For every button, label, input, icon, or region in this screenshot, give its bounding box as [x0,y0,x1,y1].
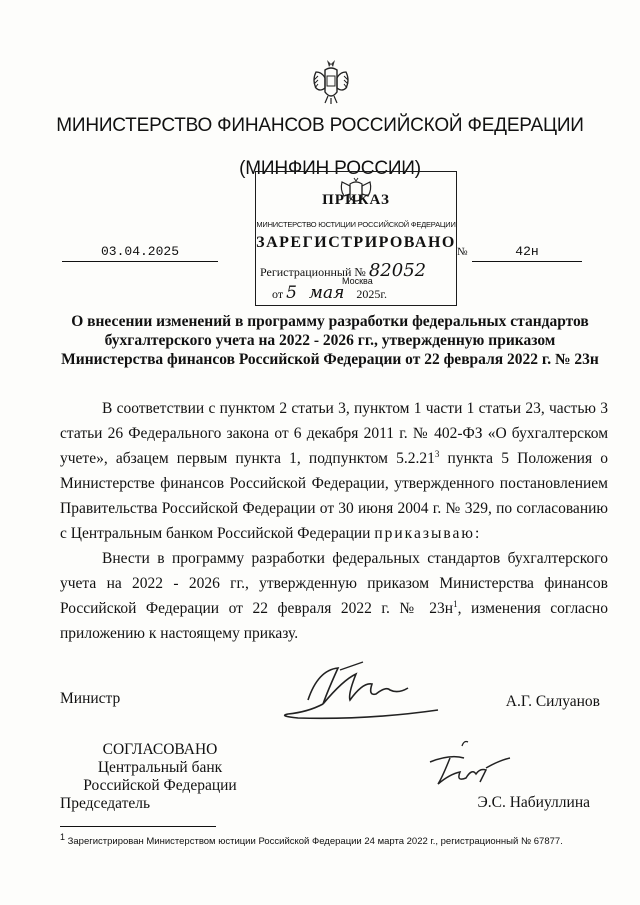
chair-signature [420,738,520,798]
registration-stamp [255,171,457,306]
paragraph-basis-text-a: В соответствии с пунктом 2 статьи 3, пунктом 1 части 1 статьи 23, частью 3 статьи 26 Федерального закона от 6 декабря 2011 г. № 402-ФЗ «О бухгалтерском учете», абзацем первым пункта 1, подпунктом 5.2.21 [60,400,608,467]
stamp-prikaz-label: ПРИКАЗ [322,192,390,208]
stamp-date-year: 2025г. [356,287,387,301]
agreed-label: СОГЛАСОВАНО [102,741,218,758]
stamp-city: Москва [342,276,373,286]
bank-name-line1: Центральный банк [97,759,223,776]
coat-of-arms-emblem [310,58,352,106]
stamp-reg-prefix: Регистрационный № [260,265,366,279]
order-number-sign: № [457,246,468,258]
agreement-block [60,741,260,813]
paragraph-directive [60,546,608,646]
stamp-date-day: 5 [286,283,297,303]
footnote [60,831,620,847]
order-date [62,244,218,259]
stamp-organization: МИНИСТЕРСТВО ЮСТИЦИИ РОССИЙСКОЙ ФЕДЕРАЦИИ [256,220,456,229]
minister-name: А.Г. Силуанов [505,693,600,710]
stamp-reg-number-handwritten: 82052 [368,260,427,281]
chair-title: Председатель [60,795,151,812]
paragraph-basis [60,396,608,546]
chair-name: Э.С. Набиуллина [477,794,590,811]
order-number [472,244,582,259]
paragraph-basis-sup: 3 [434,448,440,459]
bank-name-line2: Российской Федерации [83,777,237,794]
footnote-divider [60,826,216,827]
ministry-short-name: (МИНФИН РОССИИ) [239,158,421,179]
stamp-date-month: мая [308,283,345,303]
order-number-value: 42н [515,244,539,259]
paragraph-directive-text-b: , изменения согласно приложению к настоящему приказу. [60,600,608,642]
minister-signature [268,660,458,730]
footnote-mark: 1 [60,831,66,842]
footnote-reference: 1 [453,598,458,609]
order-date-value: 03.04.2025 [100,244,179,259]
ministry-name: МИНИСТЕРСТВО ФИНАНСОВ РОССИЙСКОЙ ФЕДЕРАЦИИ [56,115,584,136]
minister-title: Министр [60,690,121,707]
paragraph-basis-text-b: пункта 5 Положения о Министерстве финансов Российской Федерации, утвержденного постановлением Правительства Российской Федерации от 30 июня 2004 г. № 329, по согласованию с Центральным банком Российской Федерации [60,450,608,542]
paragraph-directive-text-a: Внести в программу разработки федеральных стандартов бухгалтерского учета на 2022 - 2026 гг., утвержденную приказом Министерства финансов Российской Федерации от 22 февраля 2022 г. № 23н [60,550,608,617]
order-word: приказываю: [374,525,482,542]
stamp-date-prefix: от [272,287,284,301]
stamp-registered-label: ЗАРЕГИСТРИРОВАНО [256,234,456,251]
footnote-text: Зарегистрирован Министерством юстиции Российской Федерации 24 марта 2022 г., регистрационный № 67877. [65,836,563,847]
stamp-date [272,283,387,303]
document-title: О внесении изменений в программу разработки федеральных стандартов бухгалтерского учета на 2022 - 2026 гг., утвержденную приказом Министерства финансов Российской Федерации от 22 февраля 2022 г. № 23н [61,313,599,368]
